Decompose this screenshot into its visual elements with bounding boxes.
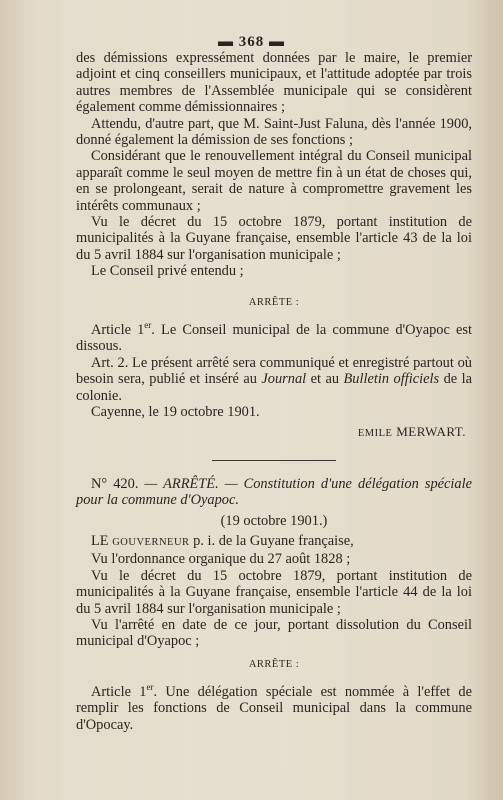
section-2-title — [76, 476, 472, 509]
article-2-text-mid: et au — [306, 371, 344, 388]
section-2-article-1-sup: er — [146, 682, 154, 693]
governor-le: LE — [91, 532, 109, 549]
section-2-vu-decret: Vu le décret du 15 octobre 1879, portant institution de municipalités à la Guyane française, ensemble l'article 44 de la loi du 5 avril 1884 sur l'organisation municipale ; — [76, 567, 472, 617]
arrete-heading — [76, 294, 472, 311]
document-body — [76, 50, 472, 733]
section-2-number: N° 420. — [91, 475, 139, 492]
section-2-arrete-heading — [76, 656, 472, 673]
article-1-label: Article 1 — [91, 321, 145, 338]
section-2-governor — [76, 533, 472, 551]
section-2-vu-ordonnance: Vu l'ordonnance organique du 27 août 1828 ; — [91, 551, 351, 568]
section-2-vu-arrete: Vu l'arrêté en date de ce jour, portant dissolution du Conseil municipal d'Oyapoc ; — [76, 616, 472, 650]
section-2-article-1-text: . Une délégation spéciale est nommée à l'effet de remplir les fonctions de Conseil municipal dans la commune d'Opocay. — [76, 684, 473, 733]
page-number-ornament-right: ▬ — [264, 34, 285, 50]
section-2-article-1 — [76, 679, 472, 733]
section-2-date: (19 octobre 1901.) — [220, 512, 328, 529]
page-number-value: 368 — [238, 34, 265, 50]
article-2-bulletin: Bulletin officiels — [343, 371, 440, 388]
section-2-dash: — ARRÊTÉ. — — [138, 475, 244, 492]
paragraph-continuation: des démissions expressément données par le maire, le premier adjoint et cinq conseillers municipaux, et l'attitude adoptée par trois autres membres de l'Assemblée municipale qui se considèrent également comme démissionnaires ; — [76, 50, 472, 116]
paragraph-vu-decret: Vu le décret du 15 octobre 1879, portant institution de municipalités à la Guyane française, ensemble l'article 43 de la loi du 5 avril 1884 sur l'organisation municipale ; — [76, 214, 472, 263]
place-date: Cayenne, le 19 octobre 1901. — [91, 403, 260, 420]
section-2-article-1-label: Article 1 — [91, 684, 147, 700]
signature-last-name: MERWART. — [396, 424, 466, 440]
signature — [76, 424, 466, 442]
paragraph-considerant: Considérant que le renouvellement intégral du Conseil municipal apparaît comme le seul moyen de mettre fin à un état de choses qui, en se prolongeant, serait de nature à compromettre gravement les intérêts communaux ; — [76, 148, 472, 214]
article-2-journal: Journal — [261, 371, 307, 388]
article-1 — [76, 317, 472, 355]
arrete-heading-label: ARRÊTE : — [248, 296, 300, 308]
article-1-text: . Le Conseil municipal de la commune d'Oyapoc est dissous. — [76, 321, 472, 355]
page-number-ornament-left: ▬ — [218, 34, 239, 50]
article-1-sup: er — [144, 320, 152, 331]
paragraph-attendu: Attendu, d'autre part, que M. Saint-Just Faluna, dès l'année 1900, donné également la démission de ses fonctions ; — [76, 115, 472, 149]
governor-rest: p. i. de la Guyane française, — [189, 532, 354, 549]
paragraph-conseil-prive: Le Conseil privé entendu ; — [91, 263, 244, 280]
section-divider — [212, 460, 336, 461]
section-2-arrete-label: ARRÊTE : — [248, 658, 300, 670]
article-2-text-end: de la colonie. — [76, 371, 472, 404]
article-2-text-a: Art. 2. Le présent arrêté sera communiqué et enregistré partout où besoin sera, publié et inséré au — [76, 354, 472, 388]
governor-word: GOUVERNEUR — [112, 536, 190, 548]
signature-first-name: EMILE — [357, 428, 393, 440]
section-2-title-text: Constitution d'une délégation spéciale pour la commune d'Oyapoc. — [76, 475, 472, 509]
article-2 — [76, 355, 472, 404]
page-number — [0, 34, 503, 51]
